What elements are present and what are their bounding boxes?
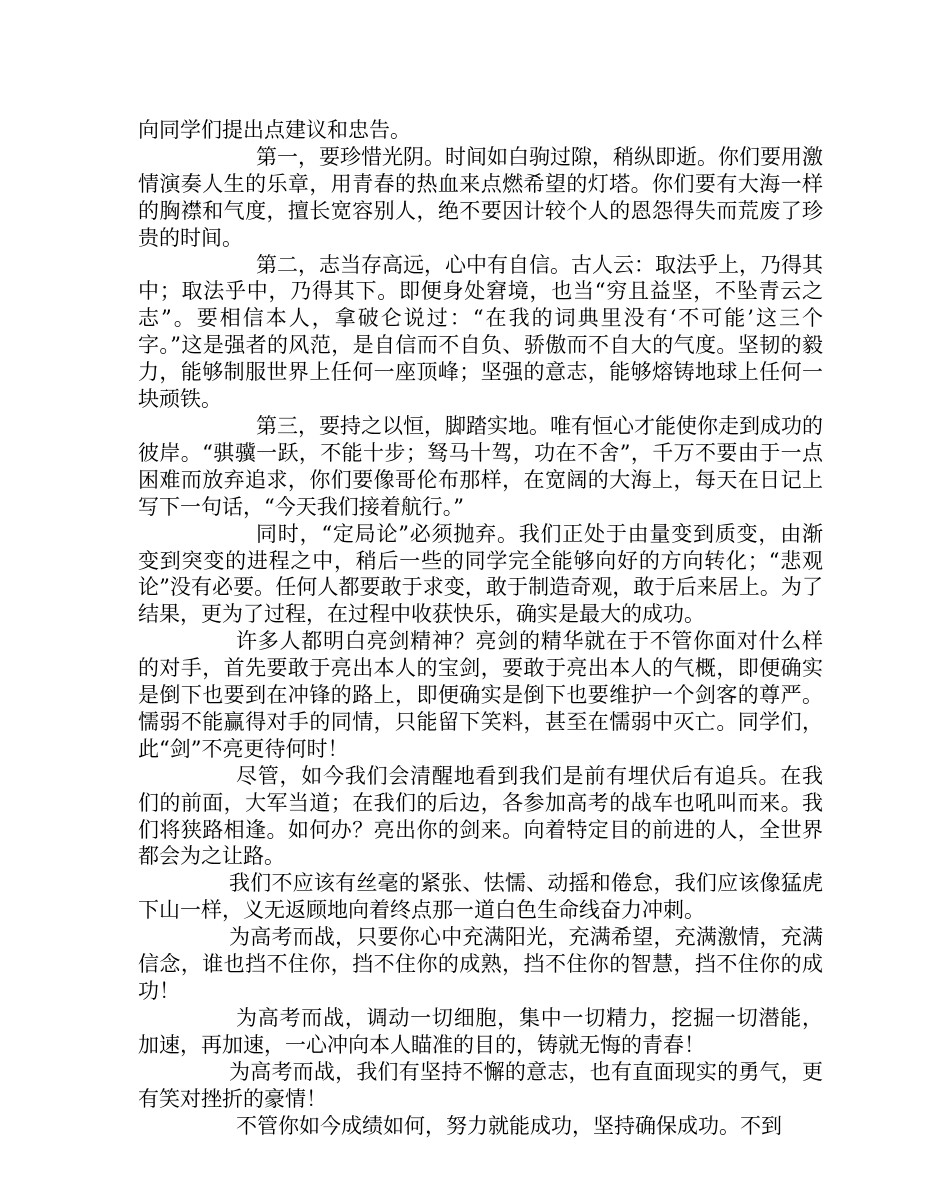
paragraph-third-point: 第三，要持之以恒，脚踏实地。唯有恒心才能使你走到成功的彼岸。“骐骥一跃，不能十步；驽马十驾，功在不舍”，千万不要由于一点困难而放弃追求，你们要像哥伦布那样，在宽阔的大海上，每天在日记上写下一句话，“今天我们接着航行。” bbox=[138, 413, 823, 519]
document-body bbox=[138, 117, 823, 1139]
paragraph-first-point: 第一，要珍惜光阴。时间如白驹过隙，稍纵即逝。你们要用激情演奏人生的乐章，用青春的热血来点燃希望的灯塔。你们要有大海一样的胸襟和气度，擅长宽容别人，绝不要因计较个人的恩怨得失而荒废了珍贵的时间。 bbox=[138, 144, 823, 250]
paragraph-fight-energy: 为高考而战，调动一切细胞，集中一切精力，挖掘一切潜能，加速，再加速，一心冲向本人瞄准的目的，铸就无悔的青春！ bbox=[138, 1005, 823, 1057]
paragraph-ambush: 尽管，如今我们会清醒地看到我们是前有埋伏后有追兵。在我们的前面，大军当道；在我们的后边，各参加高考的战车也吼叫而来。我们将狭路相逢。如何办？亮出你的剑来。向着特定目的前进的人，全世界都会为之让路。 bbox=[138, 763, 823, 869]
paragraph-no-hesitation: 我们不应该有丝毫的紧张、怯懦、动摇和倦怠，我们应该像猛虎下山一样，义无返顾地向着终点那一道白色生命线奋力冲刺。 bbox=[138, 871, 823, 923]
paragraph-keep-trying: 不管你如今成绩如何，努力就能成功，坚持确保成功。不到 bbox=[236, 1113, 782, 1138]
paragraph-second-point: 第二，志当存高远，心中有自信。古人云：取法乎上，乃得其中；取法乎中，乃得其下。即便身处窘境，也当“穷且益坚，不坠青云之志”。要相信本人，拿破仑说过：“在我的词典里没有‘不可能’这三个字。”这是强者的风范，是自信而不自负、骄傲而不自大的气度。坚韧的毅力，能够制服世界上任何一座顶峰；坚强的意志，能够熔铸地球上任何一块顽铁。 bbox=[138, 252, 823, 412]
paragraph-fight-will: 为高考而战，我们有坚持不懈的意志，也有直面现实的勇气，更有笑对挫折的豪情！ bbox=[138, 1059, 823, 1111]
paragraph-fight-sunshine: 为高考而战，只要你心中充满阳光，充满希望，充满激情，充满信念，谁也挡不住你，挡不住你的成熟，挡不住你的智慧，挡不住你的成功！ bbox=[138, 925, 823, 1003]
paragraph-liangjian-spirit: 许多人都明白亮剑精神？亮剑的精华就在于不管你面对什么样的对手，首先要敢于亮出本人的宝剑，要敢于亮出本人的气概，即便确实是倒下也要到在冲锋的路上，即便确实是倒下也要维护一个剑客的尊严。懦弱不能赢得对手的同情，只能留下笑料，甚至在懦弱中灭亡。同学们，此“剑”不亮更待何时！ bbox=[138, 629, 823, 761]
paragraph-intro: 向同学们提出点建议和忠告。 bbox=[138, 118, 411, 142]
paragraph-meanwhile: 同时，“定局论”必须抛弃。我们正处于由量变到质变，由渐变到突变的进程之中，稍后一些的同学完全能够向好的方向转化；“悲观论”没有必要。任何人都要敢于求变，敢于制造奇观，敢于后来居上。为了结果，更为了过程，在过程中收获快乐，确实是最大的成功。 bbox=[138, 521, 823, 627]
